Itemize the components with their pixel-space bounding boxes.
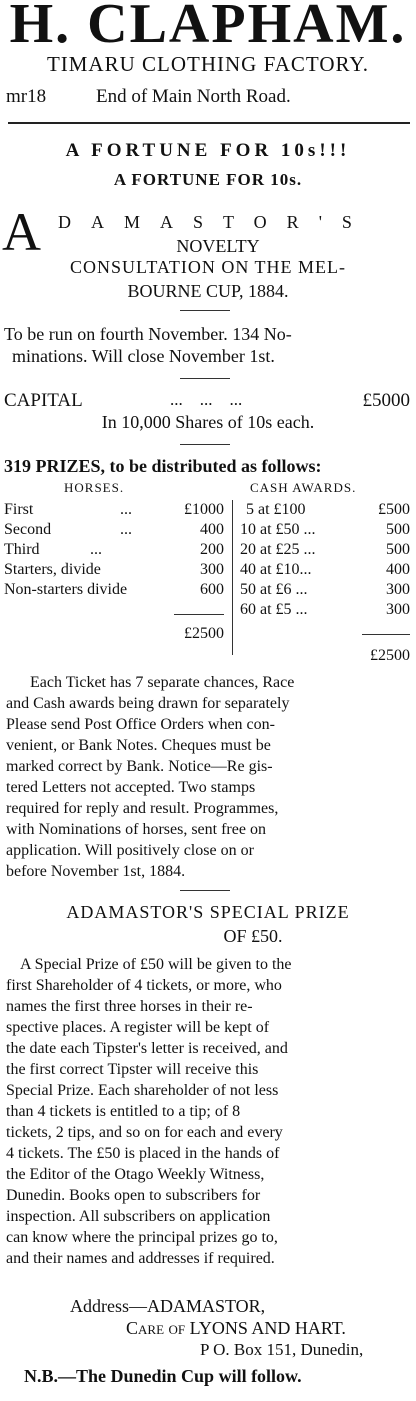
- special-prize-amount: OF £50.: [223, 926, 283, 946]
- horse-prize-leaders: ...: [90, 541, 102, 558]
- horses-total: £2500: [184, 625, 224, 642]
- horse-prize-amount: 300: [200, 561, 224, 578]
- horse-prize-row: [4, 500, 228, 520]
- horse-prize-label: First: [4, 501, 34, 518]
- paragraph-line: and their names and addresses if required.: [6, 1250, 275, 1267]
- cash-total-rule: [362, 634, 410, 635]
- header-divider: [8, 122, 410, 124]
- fortune-heading-1: A FORTUNE FOR 10s!!!: [65, 140, 351, 161]
- prizes-intro: 319 PRIZES, to be distributed as follows:: [4, 456, 322, 476]
- cash-award-label: 60 at £5 ...: [240, 601, 308, 618]
- capital-amount: £5000: [362, 390, 410, 411]
- paragraph-line: first Shareholder of 4 tickets, or more, who: [6, 977, 282, 994]
- paragraph-line: A Special Prize of £50 will be given to the: [20, 956, 292, 973]
- horse-prize-row: [4, 560, 228, 580]
- cash-award-label: 10 at £50 ...: [240, 521, 316, 538]
- paragraph-line: 4 tickets. The £50 is placed in the hands of: [6, 1145, 280, 1162]
- cash-award-label: 5 at £100: [246, 501, 306, 518]
- paragraph-line: spective places. A register will be kept of: [6, 1019, 270, 1036]
- horses-header: HORSES.: [64, 480, 125, 495]
- paragraph-line: before November 1st, 1884.: [6, 863, 186, 880]
- cash-award-amount: 500: [386, 521, 410, 538]
- paragraph-line: the Editor of the Otago Weekly Witness,: [6, 1166, 265, 1183]
- paragraph-line: application. Will positively close on or: [6, 842, 254, 859]
- paragraph-line: marked correct by Bank. Notice—Re gis-: [6, 758, 273, 775]
- horse-prize-leaders: ...: [120, 501, 132, 518]
- cash-award-amount: £500: [378, 501, 410, 518]
- divider-short-3: [180, 444, 230, 445]
- horse-prize-leaders: ...: [120, 521, 132, 538]
- advertiser-address: End of Main North Road.: [96, 86, 291, 107]
- horses-table: [4, 500, 228, 642]
- horse-prize-label: Non-starters divide: [4, 581, 128, 598]
- paragraph-line: required for reply and result. Programmes,: [6, 800, 279, 817]
- cash-award-row: [240, 540, 410, 560]
- address-line-2: Care of LYONS AND HART.: [126, 1318, 346, 1338]
- run-date-line-2: minations. Will close November 1st.: [12, 346, 275, 366]
- paragraph-line: tered Letters not accepted. Two stamps: [6, 779, 256, 796]
- advertiser-name: H. CLAPHAM.: [9, 0, 407, 55]
- horse-prize-row: [4, 580, 228, 600]
- paragraph-line: than 4 tickets is entitled to a tip; of 8: [6, 1103, 241, 1120]
- cash-award-amount: 500: [386, 541, 410, 558]
- cash-awards-header: CASH AWARDS.: [250, 480, 357, 495]
- fortune-heading-2: A FORTUNE FOR 10s.: [113, 170, 303, 189]
- run-date-line-1: To be run on fourth November. 134 No-: [4, 324, 292, 344]
- horse-prize-label: Second: [4, 521, 52, 538]
- paragraph-line: can know where the principal prizes go to,: [6, 1229, 278, 1246]
- horse-prize-amount: 600: [200, 581, 224, 598]
- column-divider: [232, 500, 233, 655]
- paragraph-line: Dunedin. Books open to subscribers for: [6, 1187, 261, 1204]
- cash-award-row: [240, 580, 410, 600]
- insertion-code: mr18: [6, 86, 47, 107]
- drop-cap: A: [2, 202, 41, 262]
- consultation-line-1: CONSULTATION ON THE MEL-: [69, 257, 347, 277]
- horse-prize-amount: £1000: [184, 501, 224, 518]
- cash-total: £2500: [370, 647, 410, 664]
- cash-awards-table: [240, 500, 410, 664]
- address-line-1: Address—ADAMASTOR,: [70, 1296, 266, 1316]
- paragraph-line: with Nominations of horses, sent free on: [6, 821, 266, 838]
- adamastor-heading: DAMASTOR'S: [58, 212, 372, 232]
- cash-award-label: 40 at £10...: [240, 561, 312, 578]
- ticket-paragraph: [6, 672, 410, 882]
- cash-award-row: [240, 500, 410, 520]
- horse-prize-label: Third: [4, 541, 40, 558]
- divider-short-1: [180, 310, 230, 311]
- horse-prize-row: [4, 520, 228, 540]
- cash-award-label: 20 at £25 ...: [240, 541, 316, 558]
- consultation-line-2: BOURNE CUP, 1884.: [127, 281, 289, 301]
- paragraph-line: the first correct Tipster will receive this: [6, 1061, 259, 1078]
- paragraph-line: Each Ticket has 7 separate chances, Race: [30, 674, 295, 691]
- paragraph-line: venient, or Bank Notes. Cheques must be: [6, 737, 271, 754]
- cash-award-amount: 300: [386, 581, 410, 598]
- paragraph-line: and Cash awards being drawn for separately: [6, 695, 290, 712]
- paragraph-line: inspection. All subscribers on application: [6, 1208, 271, 1225]
- cash-award-row: [240, 600, 410, 620]
- advertiser-subtitle: TIMARU CLOTHING FACTORY.: [46, 52, 370, 76]
- cash-award-row: [240, 520, 410, 540]
- cash-award-label: 50 at £6 ...: [240, 581, 308, 598]
- paragraph-line: names the first three horses in their re-: [6, 998, 253, 1015]
- nota-bene: N.B.—The Dunedin Cup will follow.: [24, 1366, 302, 1386]
- divider-short-4: [180, 890, 230, 891]
- horse-prize-row: [4, 540, 228, 560]
- cash-award-amount: 300: [386, 601, 410, 618]
- paragraph-line: the date each Tipster's letter is received, and: [6, 1040, 288, 1057]
- novelty-heading: NOVELTY: [176, 236, 260, 256]
- cash-award-row: [240, 560, 410, 580]
- address-line-3: P O. Box 151, Dunedin,: [200, 1340, 364, 1359]
- capital-leaders: ... ... ...: [170, 390, 243, 409]
- horses-total-rule: [174, 614, 224, 615]
- divider-short-2: [180, 378, 230, 379]
- capital-label: CAPITAL: [4, 390, 83, 411]
- special-prize-title: ADAMASTOR'S SPECIAL PRIZE: [66, 902, 350, 922]
- paragraph-line: Special Prize. Each shareholder of not less: [6, 1082, 279, 1099]
- special-prize-paragraph: [6, 954, 410, 1269]
- horse-prize-amount: 400: [200, 521, 224, 538]
- paragraph-line: Please send Post Office Orders when con-: [6, 716, 275, 733]
- cash-award-amount: 400: [386, 561, 410, 578]
- shares-line: In 10,000 Shares of 10s each.: [101, 412, 315, 432]
- horse-prize-amount: 200: [200, 541, 224, 558]
- horse-prize-label: Starters, divide: [4, 561, 101, 578]
- paragraph-line: tickets, 2 tips, and so on for each and every: [6, 1124, 283, 1141]
